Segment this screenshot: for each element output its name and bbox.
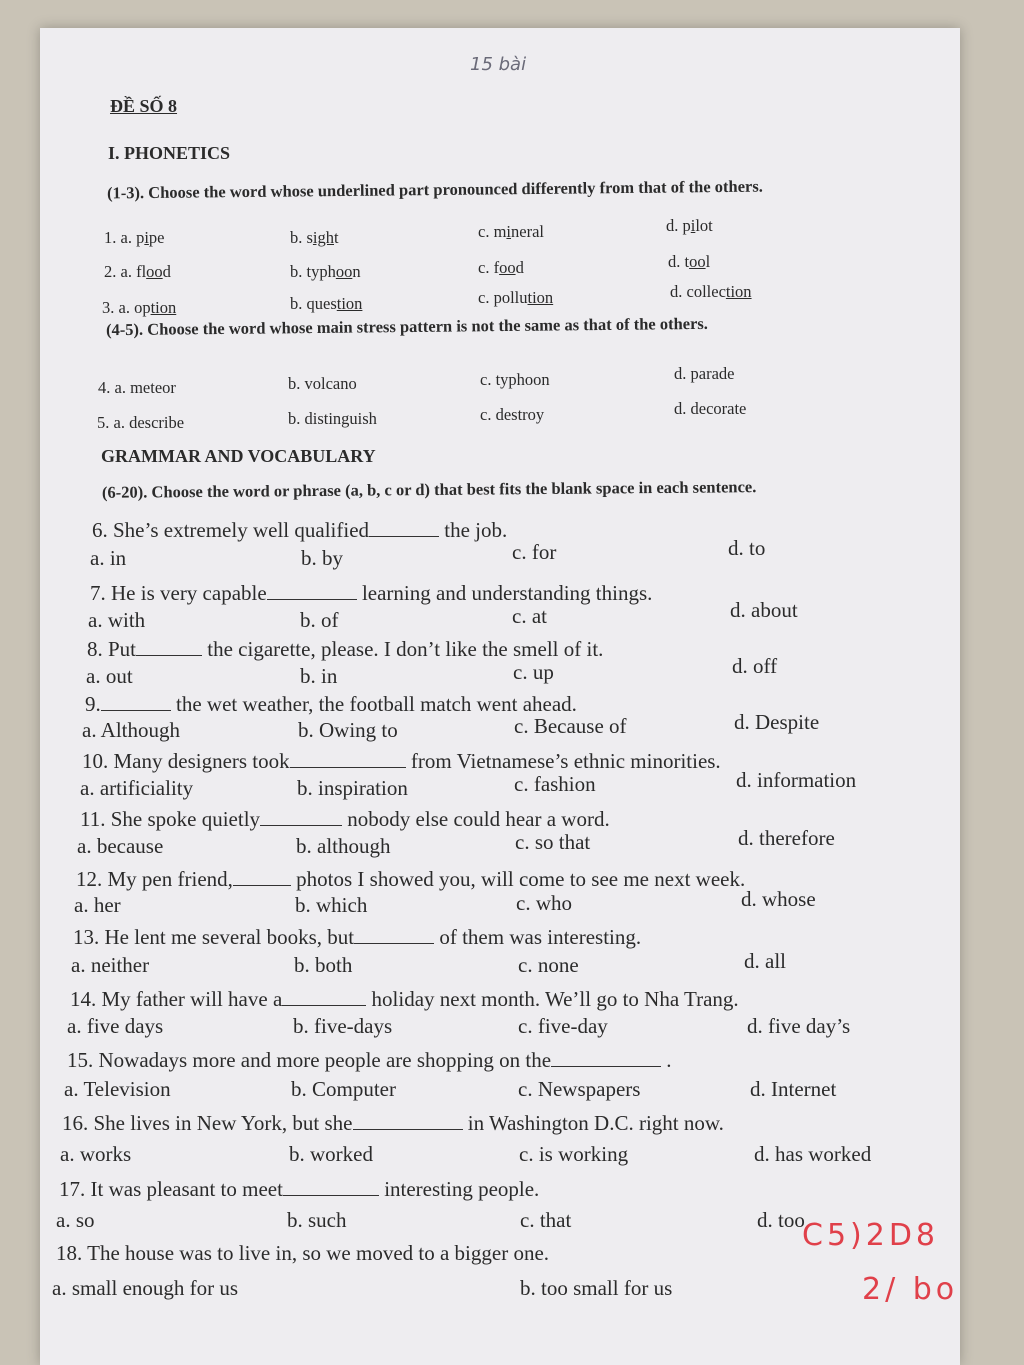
question-stem: 14. My father will have a holiday next month. We’ll go to Nha Trang.: [70, 984, 739, 1012]
answer-blank: [551, 1045, 661, 1067]
question-stem: 12. My pen friend, photos I showed you, will come to see me next week.: [76, 864, 745, 892]
question-stem: 16. She lives in New York, but she in Washington D.C. right now.: [62, 1108, 724, 1136]
option-d: d. to: [728, 536, 766, 560]
handwritten-note: 15 bài: [470, 54, 527, 75]
option-d: d. decorate: [674, 399, 747, 418]
question-options: [40, 1142, 960, 1170]
option-c: c. Because of: [514, 714, 627, 738]
option-b: b. question: [290, 294, 363, 313]
option-d: d. therefore: [738, 826, 835, 850]
option-c: c. typhoon: [480, 370, 550, 389]
question-options: [40, 887, 960, 921]
question-stem: 18. The house was to live in, so we moved to a bigger one.: [56, 1241, 550, 1265]
question-options: [40, 710, 960, 746]
option-a: a. Although: [82, 718, 180, 742]
answer-blank: [260, 804, 342, 826]
answer-blank: [283, 1174, 379, 1196]
section-phonetics-heading: I. PHONETICS: [108, 143, 231, 163]
answer-blank: [101, 689, 171, 711]
option-c: c. for: [512, 540, 557, 564]
option-a: 5. a. describe: [97, 413, 185, 432]
grammar-instruction-6-20: (6-20). Choose the word or phrase (a, b, c or d) that best fits the blank space in each sentence.: [101, 477, 757, 502]
option-a: a. neither: [71, 953, 150, 977]
option-d: d. Internet: [750, 1077, 837, 1101]
option-d: d. too: [757, 1208, 805, 1232]
option-c: c. food: [478, 258, 524, 277]
option-a: a. five days: [67, 1014, 164, 1038]
option-c: c. none: [518, 953, 579, 977]
option-c: c. up: [513, 660, 554, 684]
option-a: a. Television: [64, 1077, 171, 1101]
option-b: b. in: [300, 664, 338, 688]
handwritten-red-note: C5)2D8: [802, 1218, 940, 1253]
option-b: b. worked: [289, 1142, 373, 1166]
question-stem: 9. the wet weather, the football match went ahead.: [85, 689, 577, 717]
option-c: c. who: [516, 891, 572, 915]
option-d: d. has worked: [754, 1142, 872, 1166]
option-b: b. by: [301, 546, 343, 570]
option-d: d. pilot: [666, 216, 713, 235]
option-c: c. is working: [519, 1142, 629, 1166]
question-stem: 17. It was pleasant to meet interesting people.: [59, 1174, 539, 1202]
option-c: c. that: [520, 1208, 572, 1232]
option-d: d. parade: [674, 364, 735, 383]
option-c: c. destroy: [480, 405, 545, 424]
option-d: d. whose: [741, 887, 816, 911]
option-a: a. so: [56, 1208, 95, 1232]
option-d: d. off: [732, 654, 778, 678]
question-options: [40, 536, 960, 574]
option-a: 2. a. flood: [104, 262, 171, 281]
option-c: c. mineral: [478, 222, 544, 241]
option-a: 3. a. option: [102, 298, 177, 317]
question-row: [40, 399, 960, 441]
question-options: [40, 1077, 960, 1105]
option-c: c. so that: [515, 830, 591, 854]
answer-blank: [353, 1108, 463, 1130]
option-d: d. all: [744, 949, 786, 973]
question-row: [40, 252, 960, 290]
answer-blank: [290, 746, 406, 768]
option-c: c. at: [512, 604, 547, 628]
question-stem: 11. She spoke quietly nobody else could hear a word.: [80, 804, 610, 832]
option-b: b. typhoon: [290, 262, 361, 281]
option-d: d. Despite: [734, 710, 820, 734]
option-a: a. because: [77, 834, 164, 858]
option-b: b. which: [295, 893, 368, 917]
option-c: c. fashion: [514, 772, 596, 796]
option-b: b. although: [296, 834, 391, 858]
option-d: d. collection: [670, 282, 752, 301]
option-a: a. her: [74, 893, 121, 917]
handwritten-red-note: 2/ bo: [862, 1272, 959, 1307]
question-stem: 15. Nowadays more and more people are shopping on the .: [67, 1045, 672, 1073]
option-b: b. Computer: [291, 1077, 396, 1101]
option-b: b. five-days: [293, 1014, 393, 1038]
question-options: [40, 654, 960, 692]
option-c: c. Newspapers: [518, 1077, 641, 1101]
option-d: d. about: [730, 598, 798, 622]
answer-blank: [354, 922, 434, 944]
exam-paper: [40, 28, 960, 1365]
option-d: d. tool: [668, 252, 711, 271]
option-b: b. Owing to: [298, 718, 398, 742]
section-grammar-heading: GRAMMAR AND VOCABULARY: [101, 446, 376, 466]
option-a: 4. a. meteor: [98, 378, 176, 397]
option-a: a. in: [90, 546, 127, 570]
question-row: [40, 216, 960, 256]
option-b: b. of: [300, 608, 339, 632]
question-stem: 8. Put the cigarette, please. I don’t like the smell of it.: [87, 634, 603, 662]
phonetics-instruction-1-3: (1-3). Choose the word whose underlined part pronounced differently from that of the others.: [106, 176, 763, 203]
option-b: b. inspiration: [297, 776, 408, 800]
question-options: [40, 826, 960, 862]
option-b: b. such: [287, 1208, 347, 1232]
question-row: [40, 364, 960, 406]
answer-blank: [136, 634, 202, 656]
option-b: b. both: [294, 953, 353, 977]
option-a: a. with: [88, 608, 146, 632]
option-d: d. five day’s: [747, 1014, 851, 1038]
question-stem: 6. She’s extremely well qualified the job.: [92, 515, 507, 543]
option-a: a. out: [86, 664, 133, 688]
question-stem: 10. Many designers took from Vietnamese’s ethnic minorities.: [82, 746, 721, 774]
answer-blank: [369, 515, 439, 537]
question-options: [40, 1014, 960, 1042]
option-a: 1. a. pipe: [104, 228, 165, 247]
exam-title: ĐỀ SỐ 8: [110, 96, 178, 116]
option-a: a. artificiality: [80, 776, 194, 800]
option-b: b. sight: [290, 228, 339, 247]
option-a: a. works: [60, 1142, 132, 1166]
option-a: a. small enough for us: [52, 1276, 239, 1300]
answer-blank: [282, 984, 366, 1006]
option-c: c. pollution: [478, 288, 554, 307]
answer-blank: [267, 578, 357, 600]
option-c: c. five-day: [518, 1014, 608, 1038]
question-options: [40, 949, 960, 981]
option-b: b. volcano: [288, 374, 357, 393]
question-options: [40, 598, 960, 636]
answer-blank: [233, 864, 291, 886]
option-b: b. too small for us: [520, 1276, 673, 1300]
stress-instruction-4-5: (4-5). Choose the word whose main stress pattern is not the same as that of the others.: [105, 313, 708, 340]
question-stem: 13. He lent me several books, but of them was interesting.: [73, 922, 641, 950]
question-stem: 7. He is very capable learning and understanding things.: [90, 578, 652, 606]
option-d: d. information: [736, 768, 857, 792]
question-options: [40, 1276, 960, 1304]
option-b: b. distinguish: [288, 409, 377, 428]
question-options: [40, 768, 960, 804]
